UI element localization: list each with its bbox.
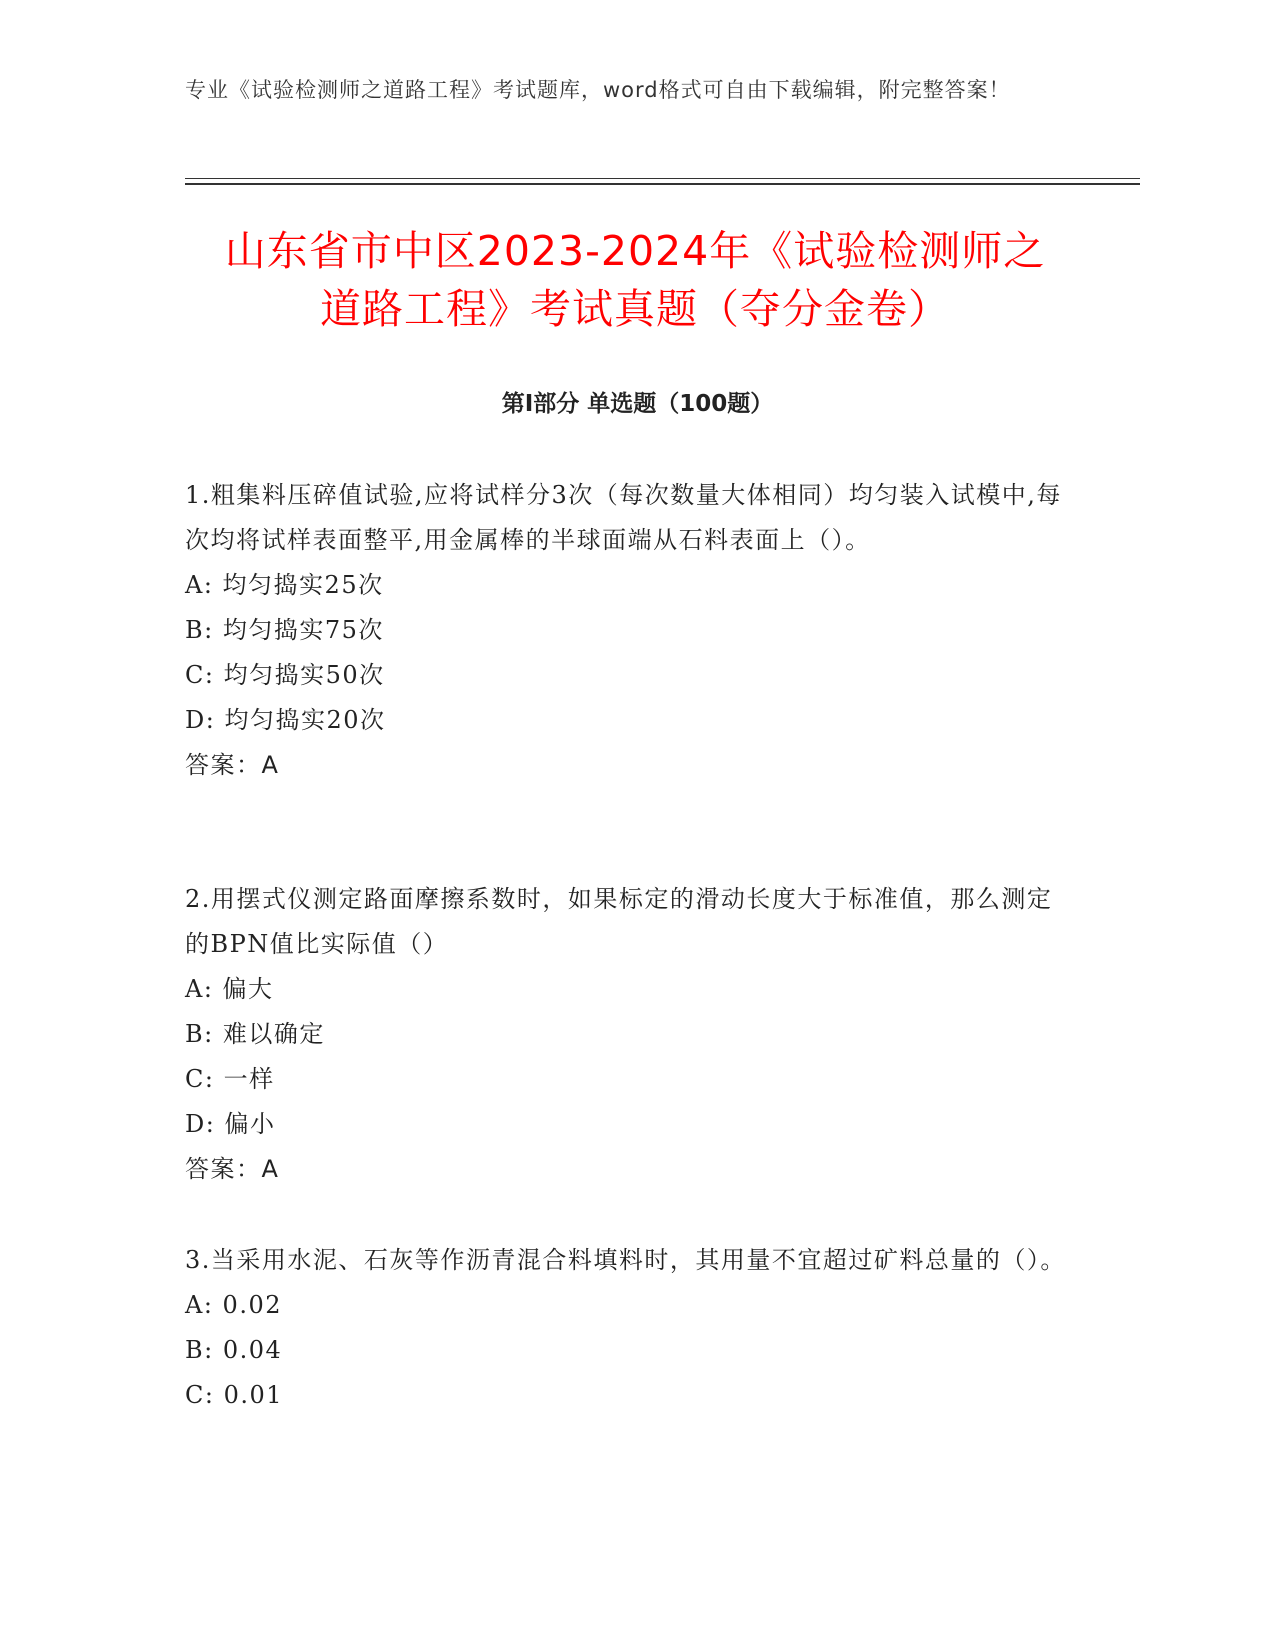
option-c: C: 均匀捣实50次	[185, 661, 385, 689]
question-3	[185, 1238, 1075, 1418]
option-b: B: 难以确定	[185, 1020, 325, 1048]
answer-line: 答案：A	[185, 751, 280, 779]
option-c: C: 0.01	[185, 1381, 284, 1409]
question-stem: 2.用摆式仪测定路面摩擦系数时，如果标定的滑动长度大于标准值，那么测定的BPN值比实际值（）	[185, 885, 1053, 958]
option-b: B: 均匀捣实75次	[185, 616, 384, 644]
header-divider-thin	[185, 178, 1140, 179]
option-d: D: 偏小	[185, 1110, 276, 1138]
option-a: A: 偏大	[185, 975, 274, 1003]
header-note: 专业《试验检测师之道路工程》考试题库，word格式可自由下载编辑，附完整答案！	[185, 78, 1011, 102]
document-title	[160, 222, 1110, 338]
option-c: C: 一样	[185, 1065, 275, 1093]
section-title: 第I部分 单选题（100题）	[501, 391, 774, 417]
document-title-line-2: 道路工程》考试真题（夺分金卷）	[320, 285, 950, 333]
question-stem: 1.粗集料压碎值试验,应将试样分3次（每次数量大体相同）均匀装入试模中,每次均将试样表面整平,用金属棒的半球面端从石料表面上（）。	[185, 481, 1062, 554]
header-divider-thick	[185, 183, 1140, 185]
option-a: A: 0.02	[185, 1291, 282, 1319]
answer-line: 答案：A	[185, 1155, 280, 1183]
document-title-line-1: 山东省市中区2023-2024年《试验检测师之	[224, 227, 1046, 275]
option-a: A: 均匀捣实25次	[185, 571, 384, 599]
option-d: D: 均匀捣实20次	[185, 706, 386, 734]
question-stem: 3.当采用水泥、石灰等作沥青混合料填料时，其用量不宜超过矿料总量的（）。	[185, 1246, 1066, 1274]
option-b: B: 0.04	[185, 1336, 283, 1364]
question-2	[185, 877, 1075, 1192]
question-1	[185, 473, 1075, 788]
